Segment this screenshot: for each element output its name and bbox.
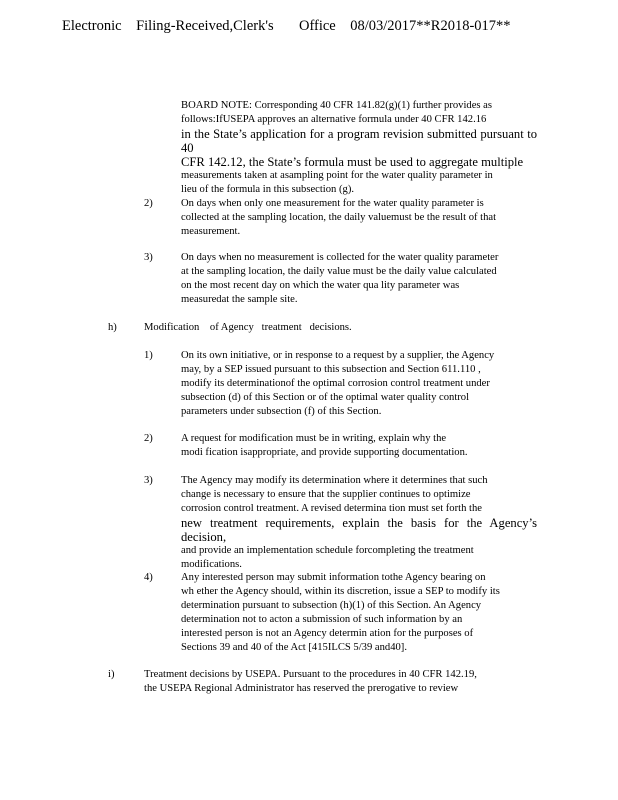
text-line: wh ether the Agency should, within its discretion, issue a SEP to modify its [181, 586, 500, 597]
text-line: Treatment decisions by USEPA. Pursuant to the procedures in 40 CFR 142.19, [144, 669, 477, 680]
board-note-line: measurements taken at asampling point for the water quality parameter in [181, 170, 493, 181]
paragraph-h3 [181, 474, 537, 572]
text-line: modi fication isappropriate, and provide supporting documentation. [181, 447, 468, 458]
text-line: collected at the sampling location, the daily valuemust be the result of that [181, 212, 497, 223]
paragraph-h1 [181, 349, 537, 419]
text-line: corrosion control treatment. A revised determina tion must set forth the [181, 503, 482, 514]
text-line: the USEPA Regional Administrator has reserved the prerogative to review [144, 683, 459, 694]
text-line: modifications. [181, 559, 242, 570]
board-note-line: BOARD NOTE: Corresponding 40 CFR 141.82(g)(1) further provides as [181, 100, 493, 111]
text-line: modify its determinationof the optimal corrosion control treatment under [181, 378, 490, 389]
item-number: 3) [144, 252, 153, 263]
board-note-line: follows:IfUSEPA approves an alternative formula under 40 CFR 142.16 [181, 114, 487, 125]
paragraph-g3 [181, 251, 537, 307]
paragraph-i [144, 668, 536, 696]
text-line: determination pursuant to subsection (h)(1) of this Section. An Agency [181, 600, 482, 611]
text-line: On its own initiative, or in response to a request by a supplier, the Agency [181, 350, 495, 361]
item-number: 3) [144, 475, 153, 486]
text-line: new treatment requirements, explain the basis for the Agency’s decision, [181, 516, 537, 544]
text-line: On days when only one measurement for the water quality parameter is [181, 198, 484, 209]
text-line: Any interested person may submit information tothe Agency bearing on [181, 572, 486, 583]
paragraph-h2 [181, 432, 537, 460]
item-number: 1) [144, 350, 153, 361]
text-line: change is necessary to ensure that the supplier continues to optimize [181, 489, 471, 500]
text-line: and provide an implementation schedule forcompleting the treatment [181, 545, 474, 556]
text-line: may, by a SEP issued pursuant to this subsection and Section 611.110 , [181, 364, 481, 375]
text-line: interested person is not an Agency determin ation for the purposes of [181, 628, 474, 639]
page-header: Electronic Filing-Received,Clerk's Office 08/03/2017**R2018-017** [62, 18, 511, 34]
board-note-line: CFR 142.12, the State’s formula must be used to aggregate multiple [181, 155, 524, 169]
item-number: 2) [144, 433, 153, 444]
text-line: on the most recent day on which the water qua lity parameter was [181, 280, 460, 291]
section-number: h) [108, 322, 117, 333]
paragraph-h4 [181, 571, 537, 655]
text-line: at the sampling location, the daily value must be the daily value calculated [181, 266, 497, 277]
section-title: Modification of Agency treatment decisions. [144, 322, 352, 333]
paragraph-g2 [181, 197, 537, 239]
section-number: i) [108, 669, 115, 680]
text-line: subsection (d) of this Section or of the optimal water quality control [181, 392, 470, 403]
text-line: A request for modification must be in writing, explain why the [181, 433, 447, 444]
item-number: 2) [144, 198, 153, 209]
board-note [181, 99, 537, 197]
text-line: measurement. [181, 226, 241, 237]
text-line: Sections 39 and 40 of the Act [415ILCS 5/39 and40]. [181, 642, 407, 653]
text-line: parameters under subsection (f) of this Section. [181, 406, 382, 417]
text-line: On days when no measurement is collected for the water quality parameter [181, 252, 499, 263]
text-line: determination not to acton a submission of such information by an [181, 614, 463, 625]
text-line: The Agency may modify its determination where it determines that such [181, 475, 488, 486]
board-note-line: in the State’s application for a program revision submitted pursuant to 40 [181, 127, 537, 155]
text-line: measuredat the sample site. [181, 294, 298, 305]
item-number: 4) [144, 572, 153, 583]
board-note-line: lieu of the formula in this subsection (g). [181, 184, 354, 195]
